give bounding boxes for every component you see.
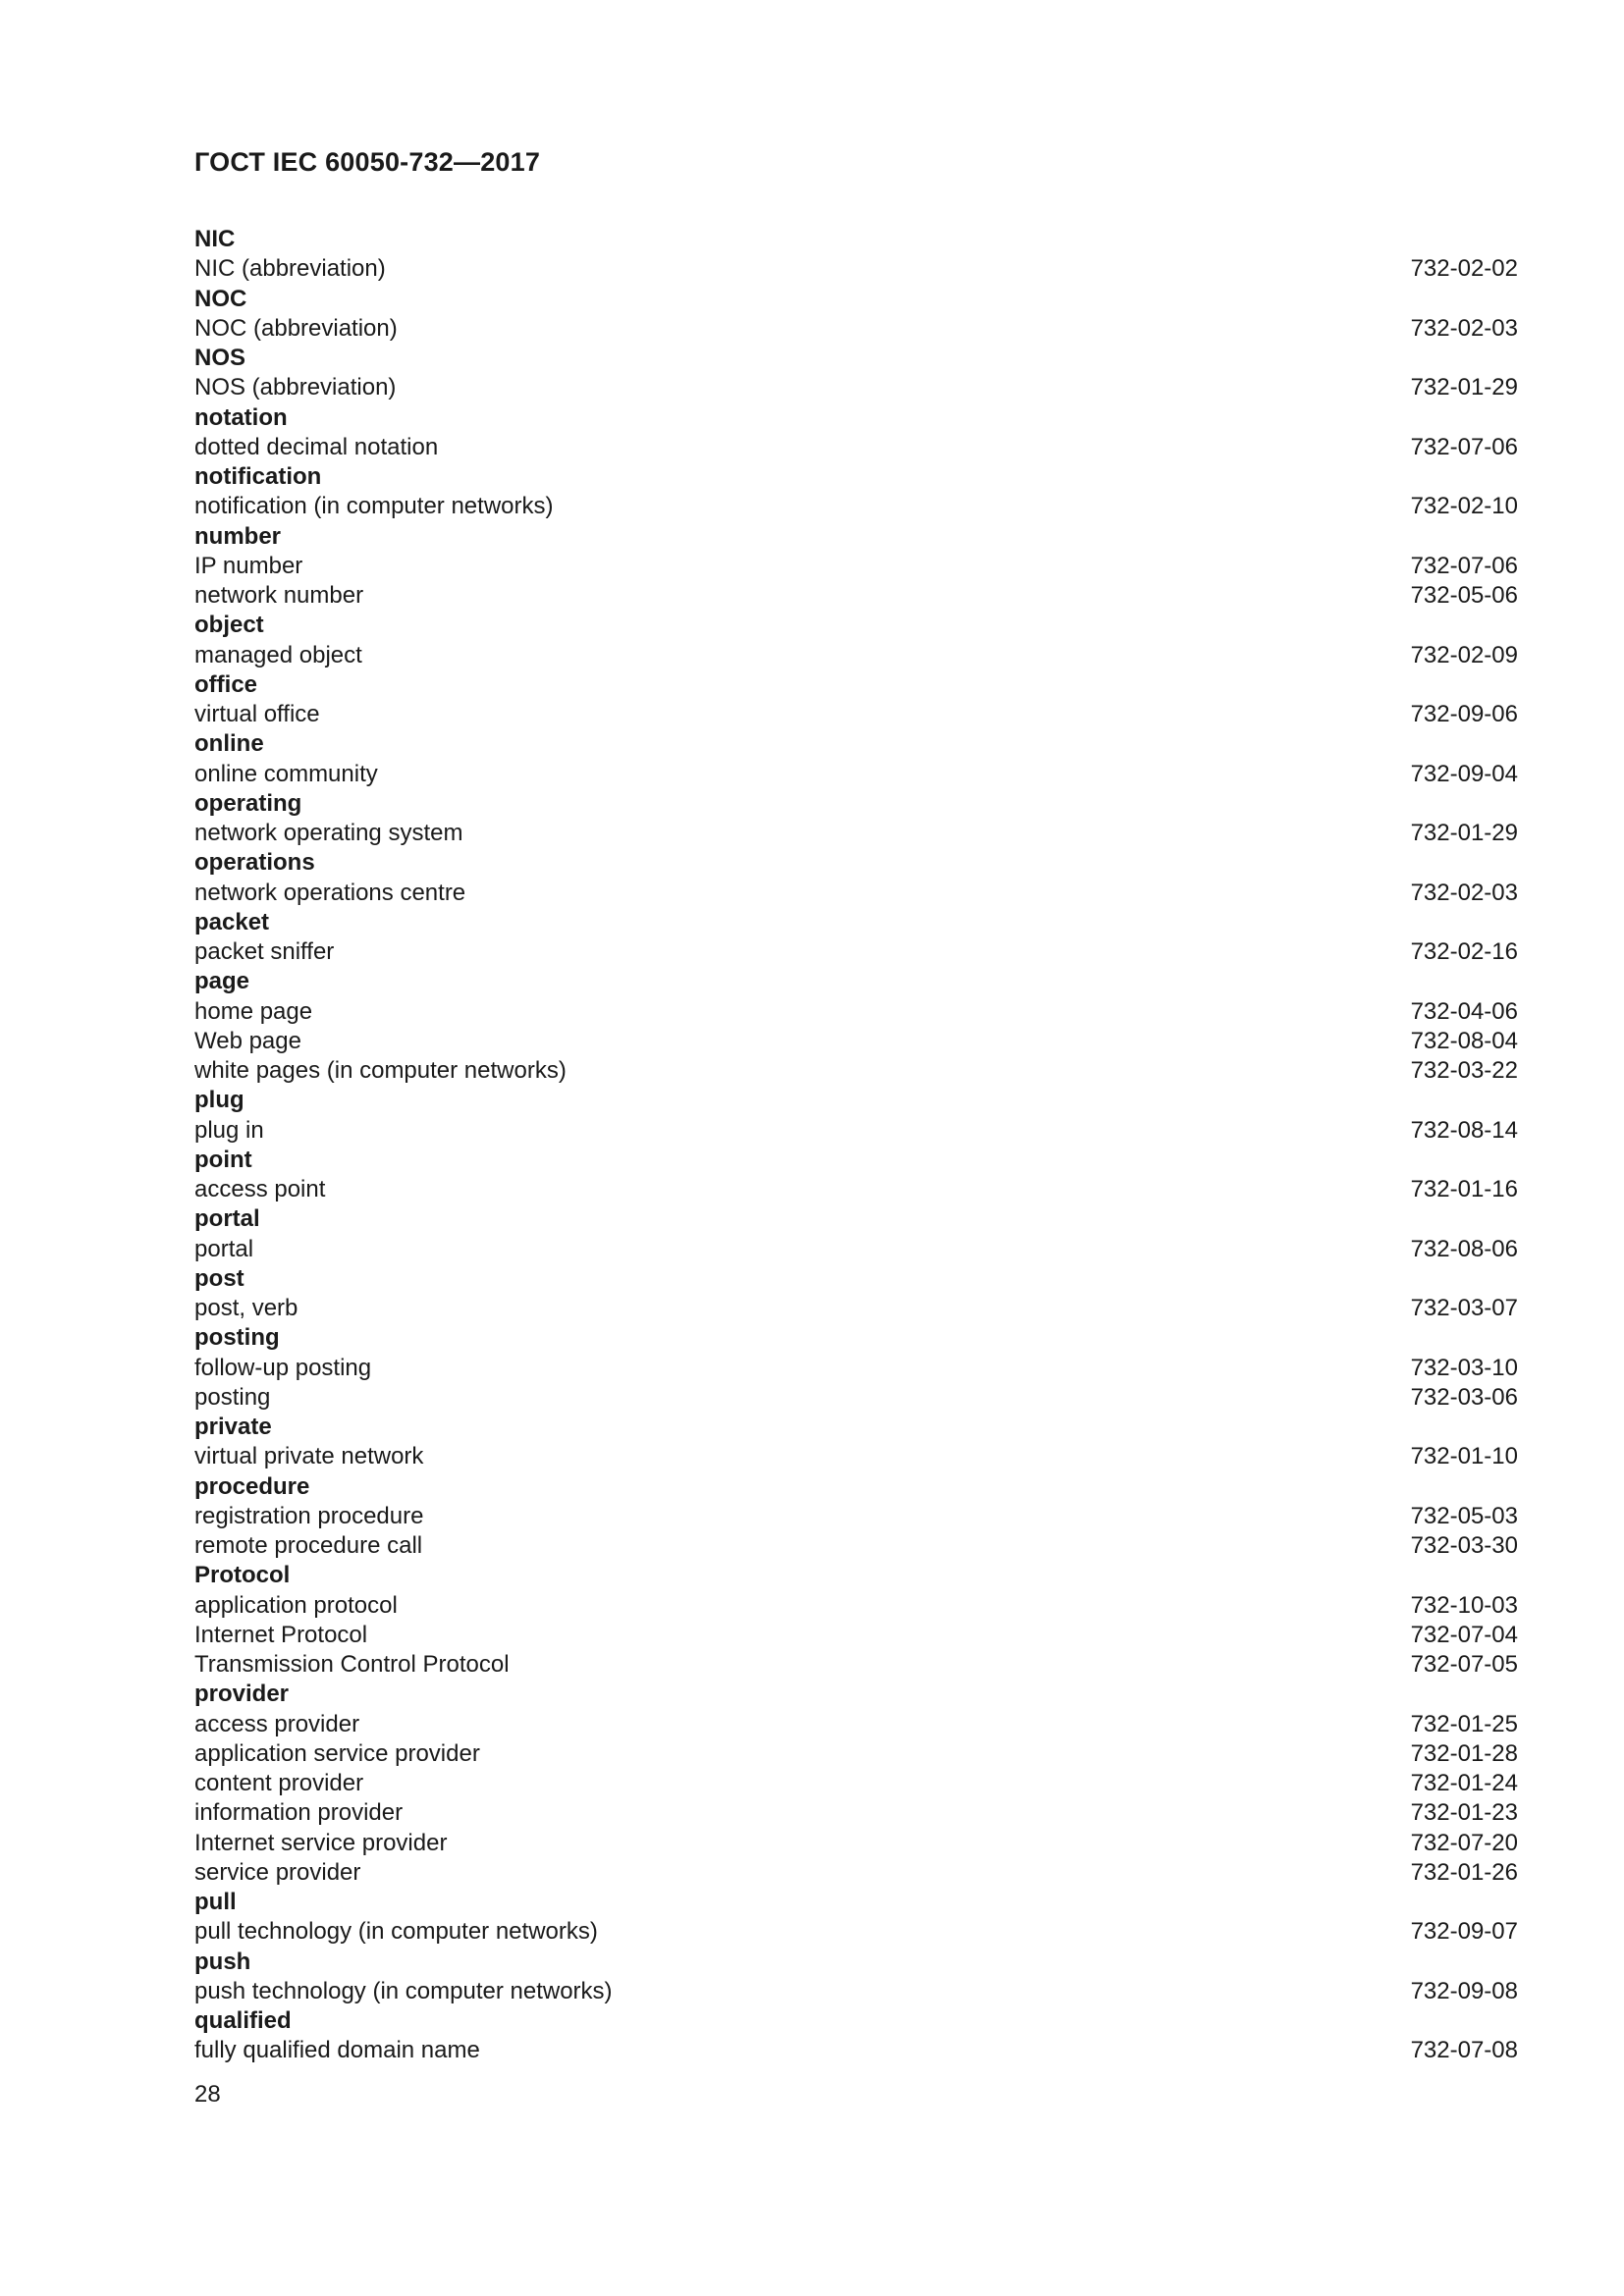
index-entry	[194, 1175, 1518, 1204]
index-keyword-label: page	[194, 968, 250, 995]
index-entry-reference: 732-02-09	[1410, 641, 1518, 668]
index-entry	[194, 1027, 1518, 1056]
index-entry-term: portal	[194, 1235, 254, 1262]
index-entry-reference: 732-02-02	[1410, 255, 1518, 283]
index-entry-reference: 732-08-06	[1410, 1235, 1518, 1262]
page-number: 28	[194, 2081, 221, 2108]
index-keyword-label: point	[194, 1146, 252, 1173]
index-entry	[194, 1739, 1518, 1769]
index-entry-reference: 732-07-06	[1410, 433, 1518, 460]
index-entry-term: pull technology (in computer networks)	[194, 1918, 598, 1946]
index-entry	[194, 819, 1518, 848]
index-entry-term: information provider	[194, 1799, 404, 1827]
index-entry-term: Web page	[194, 1027, 301, 1054]
index-entry-term: Transmission Control Protocol	[194, 1651, 510, 1678]
index-entry	[194, 879, 1518, 908]
index-entry-reference: 732-01-25	[1410, 1710, 1518, 1737]
index-entry	[194, 581, 1518, 611]
index-keyword	[194, 1680, 1518, 1709]
index-keyword	[194, 462, 1518, 492]
index-keyword	[194, 1948, 1518, 1977]
index-entry	[194, 1383, 1518, 1413]
index-keyword-label: posting	[194, 1324, 280, 1352]
index-entry	[194, 314, 1518, 344]
index-entry-term: plug in	[194, 1116, 264, 1144]
index-keyword-label: push	[194, 1948, 251, 1975]
index-keyword	[194, 1561, 1518, 1590]
index-entry-term: Internet service provider	[194, 1829, 448, 1856]
index-entry-reference: 732-01-24	[1410, 1770, 1518, 1796]
index-keyword-label: pull	[194, 1889, 237, 1915]
index-entry-term: follow-up posting	[194, 1354, 372, 1381]
index-entry	[194, 937, 1518, 967]
index-keyword-label: NOC	[194, 285, 247, 312]
index-entry-reference: 732-10-03	[1410, 1591, 1518, 1619]
index-entry-term: virtual private network	[194, 1443, 424, 1470]
index-entry	[194, 1294, 1518, 1323]
index-entry	[194, 1977, 1518, 2006]
index-keyword-label: portal	[194, 1205, 260, 1233]
index-entry-term: managed object	[194, 641, 362, 668]
index-keyword-label: post	[194, 1264, 244, 1292]
index-entry-term: posting	[194, 1383, 271, 1411]
index-entry-reference: 732-03-07	[1410, 1295, 1518, 1321]
index-entry-reference: 732-01-16	[1410, 1176, 1518, 1202]
index-keyword-label: Protocol	[194, 1562, 291, 1589]
index-keyword	[194, 403, 1518, 433]
index-keyword-label: NOS	[194, 345, 246, 371]
index-keyword	[194, 848, 1518, 878]
index-entry-reference: 732-07-08	[1410, 2037, 1518, 2064]
index-entry-reference: 732-01-10	[1410, 1443, 1518, 1470]
index-entry-reference: 732-09-06	[1410, 701, 1518, 727]
index-entry-term: network number	[194, 582, 364, 609]
index-entry-term: post, verb	[194, 1295, 298, 1321]
index-entry-reference: 732-05-06	[1410, 582, 1518, 609]
index-entry	[194, 1798, 1518, 1828]
index-entry	[194, 2036, 1518, 2065]
index-keyword	[194, 1413, 1518, 1442]
index-keyword-label: provider	[194, 1681, 290, 1708]
index-keyword	[194, 1472, 1518, 1502]
index-keyword	[194, 729, 1518, 759]
index-entry	[194, 1056, 1518, 1086]
index-entry-reference: 732-09-07	[1410, 1918, 1518, 1946]
index-keyword	[194, 908, 1518, 937]
index-entry-term: service provider	[194, 1858, 361, 1886]
index-entry	[194, 997, 1518, 1027]
index-entry-term: online community	[194, 760, 378, 787]
index-entry-term: network operations centre	[194, 879, 466, 906]
index-entry	[194, 1502, 1518, 1531]
index-entry-term: packet sniffer	[194, 938, 335, 965]
index-entry-reference: 732-09-08	[1410, 1977, 1518, 2004]
index-keyword-label: object	[194, 612, 264, 639]
index-entry-term: Internet Protocol	[194, 1621, 368, 1648]
index-keyword	[194, 522, 1518, 552]
index-entry-term: application service provider	[194, 1739, 480, 1767]
index-entry-reference: 732-03-06	[1410, 1383, 1518, 1411]
index-entry-term: content provider	[194, 1770, 364, 1796]
index-entry-reference: 732-07-04	[1410, 1621, 1518, 1648]
index-entry-term: network operating system	[194, 820, 463, 846]
index-entry	[194, 1710, 1518, 1739]
index-entry-term: remote procedure call	[194, 1532, 423, 1559]
index-entry	[194, 1858, 1518, 1888]
index-keyword-label: operations	[194, 849, 315, 877]
index-entry-term: home page	[194, 997, 313, 1025]
index-keyword	[194, 611, 1518, 640]
index-entry-term: push technology (in computer networks)	[194, 1977, 613, 2004]
index-entry	[194, 1354, 1518, 1383]
index-entry-reference: 732-02-03	[1410, 879, 1518, 906]
index-entry-term: NOS (abbreviation)	[194, 374, 397, 401]
index-keyword-label: operating	[194, 789, 302, 817]
index-entry	[194, 1829, 1518, 1858]
index-keyword-label: packet	[194, 908, 270, 935]
index-entry	[194, 492, 1518, 521]
index-entry-term: NOC (abbreviation)	[194, 314, 398, 342]
index-entry-reference: 732-08-04	[1410, 1027, 1518, 1054]
index-keyword	[194, 789, 1518, 819]
index-keyword	[194, 1146, 1518, 1175]
index-keyword	[194, 670, 1518, 700]
term-index	[194, 225, 1518, 2066]
index-keyword-label: office	[194, 670, 258, 698]
index-entry-term: virtual office	[194, 701, 320, 727]
index-entry	[194, 641, 1518, 670]
index-entry-term: application protocol	[194, 1591, 398, 1619]
index-keyword-label: private	[194, 1414, 272, 1440]
index-entry-reference: 732-07-05	[1410, 1651, 1518, 1678]
index-entry-term: NIC (abbreviation)	[194, 255, 386, 283]
index-entry-term: IP number	[194, 552, 303, 579]
index-keyword	[194, 1204, 1518, 1234]
index-entry-term: fully qualified domain name	[194, 2037, 480, 2064]
index-entry	[194, 1116, 1518, 1146]
index-keyword-label: plug	[194, 1087, 244, 1114]
index-keyword	[194, 1086, 1518, 1115]
index-keyword-label: procedure	[194, 1472, 310, 1500]
index-entry	[194, 1621, 1518, 1650]
index-keyword	[194, 285, 1518, 314]
index-keyword-label: number	[194, 522, 282, 550]
index-entry-term: white pages (in computer networks)	[194, 1057, 567, 1084]
index-entry-reference: 732-07-06	[1410, 552, 1518, 579]
index-entry	[194, 1591, 1518, 1621]
index-entry-reference: 732-01-26	[1410, 1858, 1518, 1886]
index-entry-reference: 732-01-29	[1410, 820, 1518, 846]
index-keyword	[194, 225, 1518, 254]
index-entry-reference: 732-02-16	[1410, 938, 1518, 965]
index-entry-reference: 732-02-10	[1410, 493, 1518, 520]
index-keyword	[194, 2006, 1518, 2036]
index-entry	[194, 254, 1518, 284]
index-entry	[194, 700, 1518, 729]
index-entry-reference: 732-03-10	[1410, 1354, 1518, 1381]
index-keyword-label: online	[194, 730, 264, 758]
index-keyword	[194, 1888, 1518, 1917]
index-entry-term: notification (in computer networks)	[194, 493, 554, 520]
index-entry	[194, 552, 1518, 581]
index-keyword-label: notation	[194, 403, 288, 431]
index-entry	[194, 433, 1518, 462]
index-entry	[194, 1235, 1518, 1264]
index-keyword-label: qualified	[194, 2007, 292, 2034]
index-keyword	[194, 1264, 1518, 1294]
index-entry	[194, 373, 1518, 402]
index-keyword-label: notification	[194, 463, 322, 490]
index-entry-reference: 732-01-29	[1410, 374, 1518, 401]
index-entry	[194, 1769, 1518, 1798]
index-entry-reference: 732-08-14	[1410, 1116, 1518, 1144]
index-entry-reference: 732-07-20	[1410, 1829, 1518, 1856]
index-entry-term: access provider	[194, 1710, 360, 1737]
index-entry-term: access point	[194, 1176, 326, 1202]
index-entry-reference: 732-03-30	[1410, 1532, 1518, 1559]
index-entry-reference: 732-01-23	[1410, 1799, 1518, 1827]
index-keyword	[194, 967, 1518, 996]
index-entry-reference: 732-01-28	[1410, 1739, 1518, 1767]
index-entry	[194, 1650, 1518, 1680]
index-keyword	[194, 344, 1518, 373]
index-keyword	[194, 1323, 1518, 1353]
index-entry-term: dotted decimal notation	[194, 433, 439, 460]
index-entry-term: registration procedure	[194, 1502, 424, 1529]
index-entry-reference: 732-05-03	[1410, 1502, 1518, 1529]
index-entry-reference: 732-02-03	[1410, 314, 1518, 342]
page-title: ГОСТ IEC 60050-732—2017	[194, 147, 541, 177]
index-entry-reference: 732-03-22	[1410, 1057, 1518, 1084]
index-entry	[194, 760, 1518, 789]
index-entry	[194, 1442, 1518, 1471]
index-entry	[194, 1531, 1518, 1561]
index-entry-reference: 732-09-04	[1410, 760, 1518, 787]
index-keyword-label: NIC	[194, 226, 236, 252]
index-entry	[194, 1917, 1518, 1947]
index-entry-reference: 732-04-06	[1410, 997, 1518, 1025]
